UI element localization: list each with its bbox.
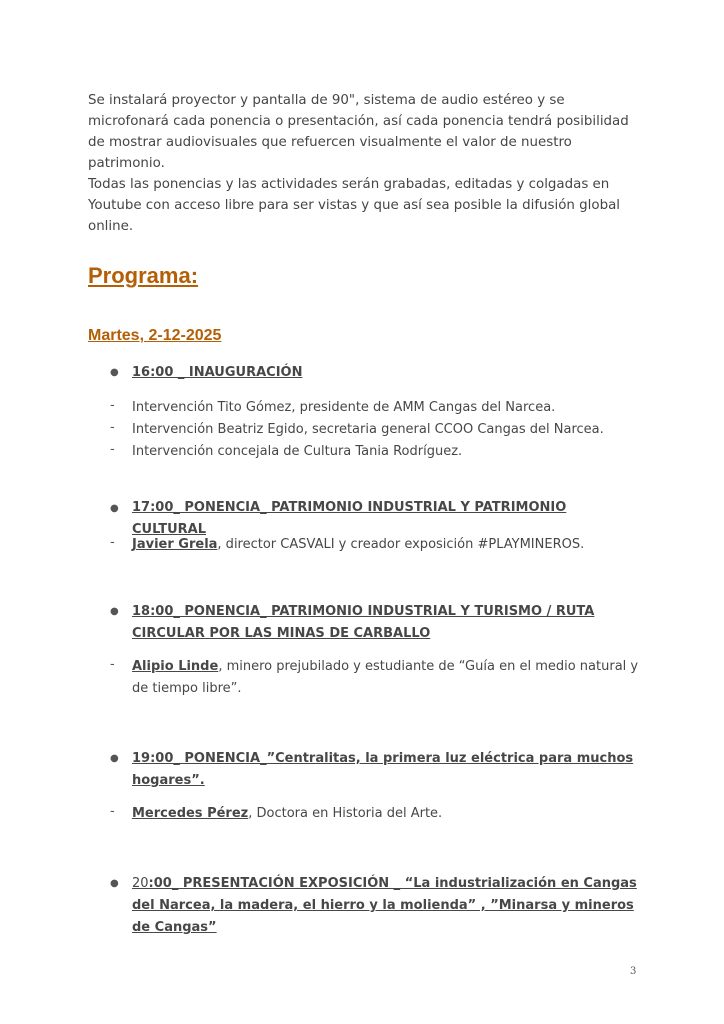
program-item-3-speaker-line	[132, 656, 642, 700]
dash-marker: -	[110, 442, 115, 457]
program-item-4-title: 19:00_ PONENCIA_”Centralitas, la primera luz eléctrica para muchos hogares”.	[132, 751, 634, 788]
bullet-icon: ●	[110, 878, 119, 889]
bullet-icon: ●	[110, 753, 119, 764]
program-heading: Programa:	[88, 263, 199, 288]
bullet-icon: ●	[110, 503, 119, 514]
program-item-5-hour: 20	[132, 876, 149, 891]
program-item-1-detail-3: Intervención concejala de Cultura Tania Rodríguez.	[132, 444, 463, 459]
bullet-icon: ●	[110, 606, 119, 617]
speaker-name: Alipio Linde	[132, 659, 219, 674]
page-number: 3	[630, 966, 637, 977]
dash-marker: -	[110, 535, 115, 550]
speaker-description: , Doctora en Historia del Arte.	[248, 806, 443, 821]
program-item-4-speaker-line	[132, 803, 642, 825]
speaker-name: Mercedes Pérez	[132, 806, 249, 821]
program-item-5-title-text: :00_ PRESENTACIÓN EXPOSICIÓN _ “La industrialización en Cangas del Narcea, la madera, el hierro y la molienda” , ”Minarsa y mineros de Cangas”	[132, 876, 637, 935]
speaker-name: Javier Grela	[132, 537, 218, 552]
program-item-1-detail-1: Intervención Tito Gómez, presidente de AMM Cangas del Narcea.	[132, 400, 556, 415]
dash-marker: -	[110, 398, 115, 413]
program-item-3-title: 18:00_ PONENCIA_ PATRIMONIO INDUSTRIAL Y TURISMO / RUTA CIRCULAR POR LAS MINAS DE CARBALLO	[132, 604, 595, 641]
speaker-description: , director CASVALI y creador exposición #PLAYMINEROS.	[217, 537, 585, 552]
program-item-5-title	[132, 873, 642, 939]
dash-marker: -	[110, 420, 115, 435]
program-item-2-speaker-line	[132, 534, 642, 556]
speaker-description: , minero prejubilado y estudiante de “Guía en el medio natural y de tiempo libre”.	[132, 659, 639, 696]
program-item-1-detail-2: Intervención Beatriz Egido, secretaria general CCOO Cangas del Narcea.	[132, 422, 604, 437]
day-heading: Martes, 2-12-2025	[88, 327, 222, 344]
bullet-icon: ●	[110, 367, 119, 378]
program-item-2-title: 17:00_ PONENCIA_ PATRIMONIO INDUSTRIAL Y PATRIMONIO CULTURAL	[132, 500, 567, 537]
dash-marker: -	[110, 804, 115, 819]
intro-paragraph-1: Se instalará proyector y pantalla de 90", sistema de audio estéreo y se microfonará cada ponencia o presentación, así cada ponencia tendrá posibilidad de mostrar audiovisuales que refuercen visualmente el valor de nuestro patrimonio.	[88, 93, 629, 171]
dash-marker: -	[110, 657, 115, 672]
intro-paragraph-2: Todas las ponencias y las actividades serán grabadas, editadas y colgadas en Youtube con acceso libre para ser vistas y que así sea posible la difusión global online.	[88, 177, 620, 234]
program-item-1-title: 16:00 _ INAUGURACIÓN	[132, 365, 303, 380]
